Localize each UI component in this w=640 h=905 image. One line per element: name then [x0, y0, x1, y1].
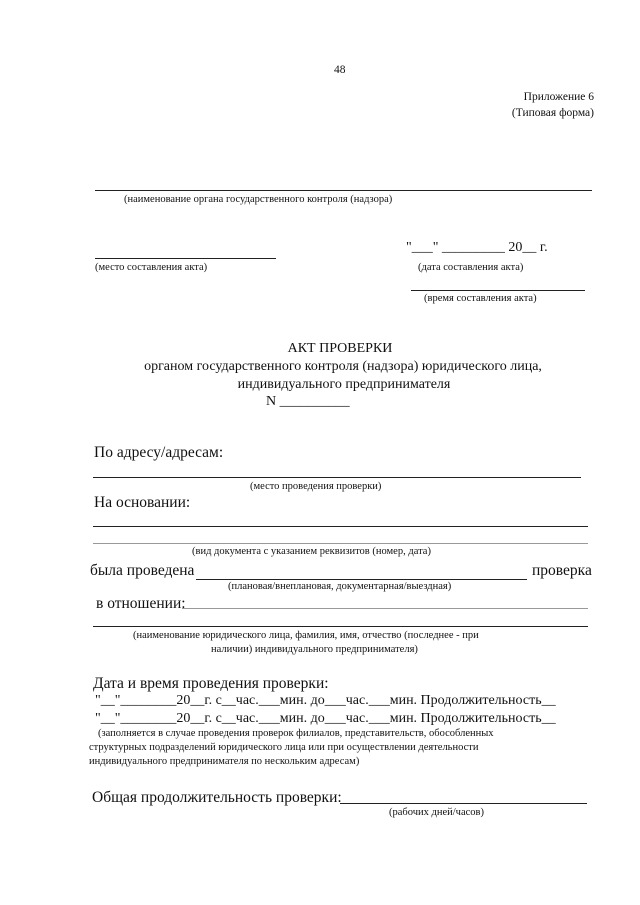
- basis-line-2[interactable]: [93, 543, 588, 544]
- datetime-note-1: (заполняется в случае проведения проверок филиалов, представительств, обособленных: [98, 728, 494, 739]
- address-caption: (место проведения проверки): [250, 481, 382, 492]
- appendix-label: Приложение 6: [523, 91, 594, 103]
- total-label: Общая продолжительность проверки:: [92, 789, 342, 806]
- datetime-note-3: индивидуального предпринимателя по нескольким адресам): [89, 756, 360, 767]
- org-name-line[interactable]: [95, 190, 592, 191]
- time-line[interactable]: [411, 290, 585, 291]
- basis-line-1[interactable]: [93, 526, 588, 527]
- total-caption: (рабочих дней/часов): [389, 807, 484, 818]
- place-caption: (место составления акта): [95, 262, 208, 273]
- held-line[interactable]: [196, 579, 527, 580]
- basis-caption: (вид документа с указанием реквизитов (номер, дата): [192, 546, 431, 557]
- date-field[interactable]: "___" _________ 20__ г.: [406, 240, 548, 255]
- regarding-caption-2: наличии) индивидуального предпринимателя): [211, 644, 418, 655]
- act-title: АКТ ПРОВЕРКИ: [287, 341, 393, 356]
- regarding-line-1[interactable]: [182, 608, 588, 609]
- held-suffix: проверка: [532, 562, 592, 579]
- datetime-row-1[interactable]: "__"________20__г. с__час.___мин. до___час.___мин. Продолжительность__: [95, 693, 556, 708]
- datetime-label: Дата и время проведения проверки:: [93, 675, 329, 692]
- org-name-caption: (наименование органа государственного контроля (надзора): [124, 194, 393, 205]
- act-subtitle-2: индивидуального предпринимателя: [237, 377, 451, 392]
- datetime-note-2: структурных подразделений юридического лица или при осуществлении деятельности: [89, 742, 479, 753]
- page-number: 48: [334, 64, 346, 76]
- place-line[interactable]: [95, 258, 276, 259]
- basis-label: На основании:: [94, 494, 191, 511]
- time-caption: (время составления акта): [424, 293, 537, 304]
- address-label: По адресу/адресам:: [94, 444, 224, 461]
- regarding-caption-1: (наименование юридического лица, фамилия, имя, отчество (последнее - при: [133, 630, 479, 641]
- datetime-row-2[interactable]: "__"________20__г. с__час.___мин. до___час.___мин. Продолжительность__: [95, 711, 556, 726]
- appendix-form-type: (Типовая форма): [511, 107, 594, 119]
- act-subtitle-1: органом государственного контроля (надзора) юридического лица,: [144, 359, 542, 374]
- date-caption: (дата составления акта): [418, 262, 524, 273]
- act-number[interactable]: N __________: [266, 394, 350, 409]
- regarding-line-2[interactable]: [93, 626, 588, 627]
- regarding-label: в отношении:: [96, 595, 186, 612]
- total-line[interactable]: [340, 803, 587, 804]
- held-label: была проведена: [90, 562, 195, 579]
- address-line[interactable]: [93, 477, 581, 478]
- held-caption: (плановая/внеплановая, документарная/выездная): [228, 581, 452, 592]
